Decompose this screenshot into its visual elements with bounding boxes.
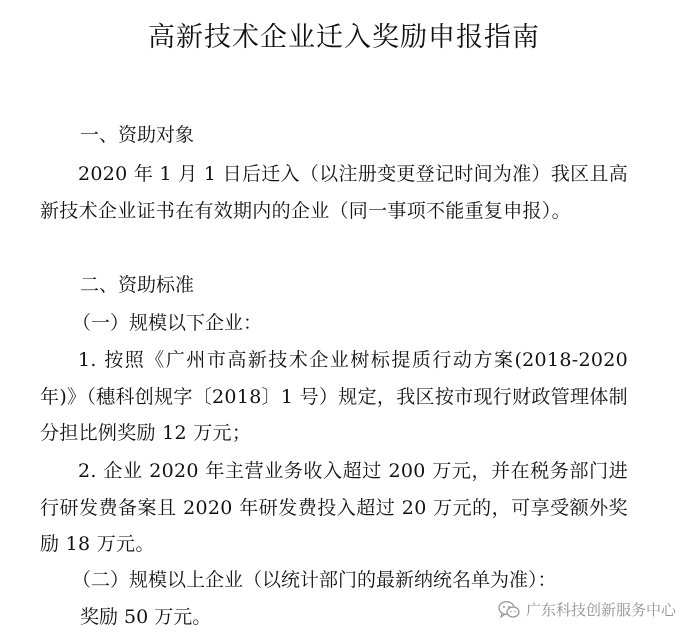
subheading-above-scale: （二）规模以上企业（以统计部门的最新纳统名单为准）： bbox=[72, 569, 557, 591]
paragraph-above-scale-reward: 奖励 50 万元。 bbox=[80, 606, 212, 628]
paragraph-item-1: 1. 按照《广州市高新技术企业树标提质行动方案(2018-2020年)》（穗科创规字〔2018〕1 号）规定，我区按市现行财政管理体制分担比例奖励 12 万元； bbox=[40, 349, 628, 444]
subheading-below-scale: （一）规模以下企业： bbox=[72, 312, 263, 334]
watermark bbox=[498, 599, 676, 620]
section-heading-subsidy-target: 一、资助对象 bbox=[80, 124, 195, 146]
watermark-text: 广东科技创新服务中心 bbox=[525, 601, 676, 619]
paragraph-item-2: 2. 企业 2020 年主营业务收入超过 200 万元，并在税务部门进行研发费备案且 2020 年研发费投入超过 20 万元的，可享受额外奖励 18 万元。 bbox=[40, 460, 628, 555]
wechat-icon bbox=[498, 600, 520, 620]
section-heading-subsidy-standard: 二、资助标准 bbox=[80, 274, 195, 296]
document-title: 高新技术企业迁入奖励申报指南 bbox=[148, 22, 540, 53]
paragraph-subsidy-target: 2020 年 1 月 1 日后迁入（以注册变更登记时间为准）我区且高新技术企业证书在有效期内的企业（同一事项不能重复申报）。 bbox=[40, 163, 628, 222]
